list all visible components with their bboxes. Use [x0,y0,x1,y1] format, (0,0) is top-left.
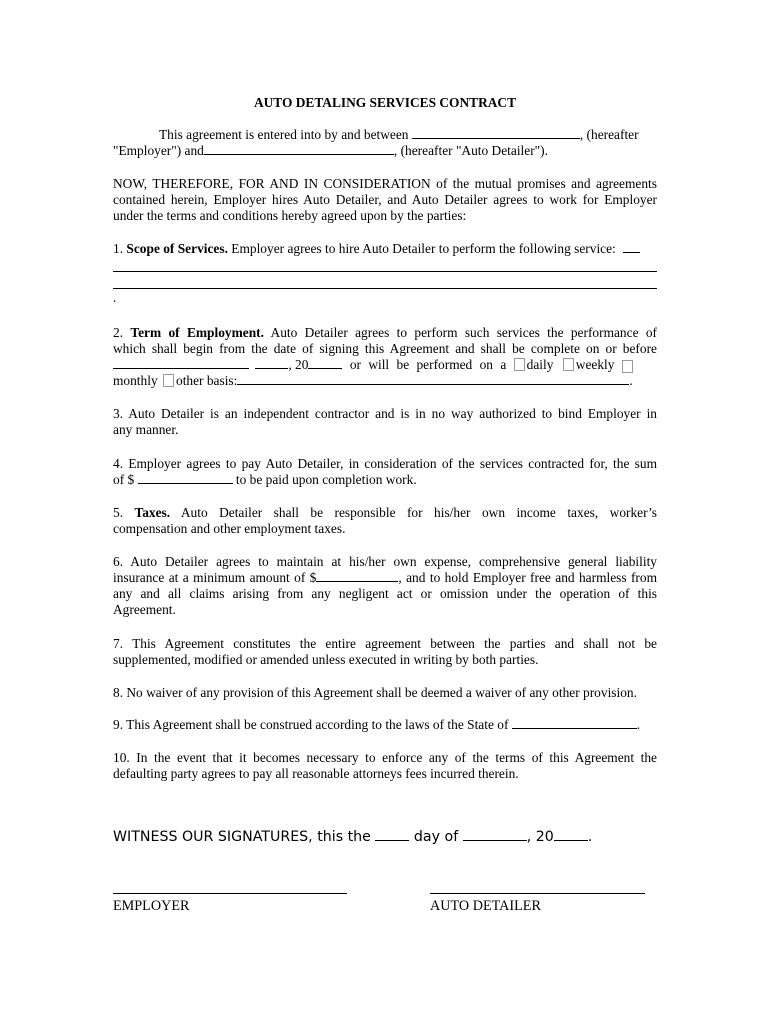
witness-day-of: day of [413,829,459,845]
other-basis-blank[interactable] [237,373,629,385]
sum-prefix: of $ [113,472,135,487]
end-date-blank[interactable] [113,357,249,369]
sum-amount-blank[interactable] [138,472,233,484]
document-title: AUTO DETALING SERVICES CONTRACT [253,95,517,110]
section-5-heading: Taxes. [134,505,171,520]
service-blank-line-1[interactable] [113,271,657,272]
section-1 [113,241,657,257]
performed-on-text: or will be performed on a [349,357,507,372]
section-6-line-3: any and all claims arising from any negligent act or omission under the operation of this [113,586,657,601]
section-6-line-1: 6. Auto Detailer agrees to maintain at his/her own expense, comprehensive general liability [113,554,657,569]
section-2-line-2: which shall begin from the date of signing this Agreement and shall be complete on or before [113,341,657,357]
section-3-line-1: 3. Auto Detailer is an independent contractor and is in no way authorized to bind Employer in [113,406,657,421]
witness-end: . [587,829,593,845]
section-9-end: . [636,717,641,732]
recital-line-1: NOW, THEREFORE, FOR AND IN CONSIDERATION of the mutual promises and agreements [113,176,657,191]
section-9 [113,717,657,733]
employer-signature-label: EMPLOYER [113,898,190,914]
section-5-line-2: compensation and other employment taxes. [113,521,346,536]
section-2-line-4 [113,373,657,389]
weekly-label: weekly [575,357,615,372]
section-10-line-1: 10. In the event that it becomes necessary to enforce any of the terms of this Agreement the [113,750,657,765]
section-4-line-2 [113,472,657,488]
year-prefix: , 20 [288,357,309,372]
service-blank-inline[interactable] [623,241,640,253]
employer-name-blank[interactable] [412,127,580,139]
end-day-blank[interactable] [255,357,288,369]
state-blank[interactable] [512,717,637,729]
section-1-number: 1. [113,241,124,256]
section-1-heading: Scope of Services. [126,241,228,256]
service-blank-line-2[interactable] [113,288,657,289]
intro-text-1b: , (hereafter [579,127,639,142]
section-6-line-4: Agreement. [113,602,176,617]
section-9-text: 9. This Agreement shall be construed according to the laws of the State of [113,717,509,732]
section-2 [113,325,657,357]
witness-line [113,829,592,845]
intro-text-2a: "Employer") and [113,143,204,159]
intro-paragraph [113,127,657,159]
section-8: 8. No waiver of any provision of this Agreement shall be deemed a waiver of any other provision. [113,685,637,700]
weekly-checkbox[interactable] [563,358,574,371]
section-1-end: . [113,290,117,305]
recital-line-2: contained herein, Employer hires Auto Detailer, and Auto Detailer agrees to work for Employer [113,192,657,208]
insurance-prefix: insurance at a minimum amount of $ [113,570,317,585]
other-basis-checkbox[interactable] [163,374,174,387]
auto-detailer-name-blank[interactable] [204,143,394,155]
section-2-line-3 [113,357,657,373]
sum-suffix: to be paid upon completion work. [235,472,417,487]
daily-label: daily [526,357,554,372]
witness-day-blank[interactable] [375,829,409,841]
section-7-line-1: 7. This Agreement constitutes the entire agreement between the parties and shall not be [113,636,657,651]
insurance-amount-blank[interactable] [316,570,398,582]
section-5-number: 5. [113,505,124,520]
monthly-label: monthly [113,373,158,388]
recital-line-3: under the terms and conditions hereby agreed upon by the parties: [113,208,467,223]
recital-paragraph [113,176,657,208]
section-1-text: Employer agrees to hire Auto Detailer to perform the following service: [231,241,616,256]
section-6-line-2 [113,570,657,586]
intro-text-1a: This agreement is entered into by and between [159,127,409,142]
end-year-blank[interactable] [308,357,342,369]
section-7-line-2: supplemented, modified or amended unless executed in writing by both parties. [113,652,539,667]
monthly-checkbox[interactable] [622,360,633,373]
employer-signature-line[interactable] [113,893,347,894]
section-2-line-1: Auto Detailer agrees to perform such services the performance of [270,325,658,340]
witness-month-blank[interactable] [463,829,527,841]
witness-year-prefix: , 20 [526,829,554,845]
witness-year-blank[interactable] [554,829,588,841]
insurance-suffix: , and to hold Employer free and harmless from [398,570,657,585]
daily-checkbox[interactable] [514,358,525,371]
section-4-line-1: 4. Employer agrees to pay Auto Detailer, in consideration of the services contracted for, the sum [113,456,657,471]
section-2-end: . [629,373,633,388]
intro-text-2b: , (hereafter "Auto Detailer"). [393,143,548,159]
section-2-heading: Term of Employment. [130,325,264,340]
section-5-line-1 [113,505,657,521]
witness-text: WITNESS OUR SIGNATURES, this the [113,829,371,845]
other-basis-label: other basis: [176,373,238,388]
section-2-number: 2. [113,325,124,340]
auto-detailer-signature-label: AUTO DETAILER [430,898,541,914]
auto-detailer-signature-line[interactable] [430,893,645,894]
section-5-text: Auto Detailer shall be responsible for his/her own income taxes, worker’s [180,505,658,520]
section-3-line-2: any manner. [113,422,179,437]
section-10-line-2: defaulting party agrees to pay all reasonable attorneys fees incurred therein. [113,766,519,781]
